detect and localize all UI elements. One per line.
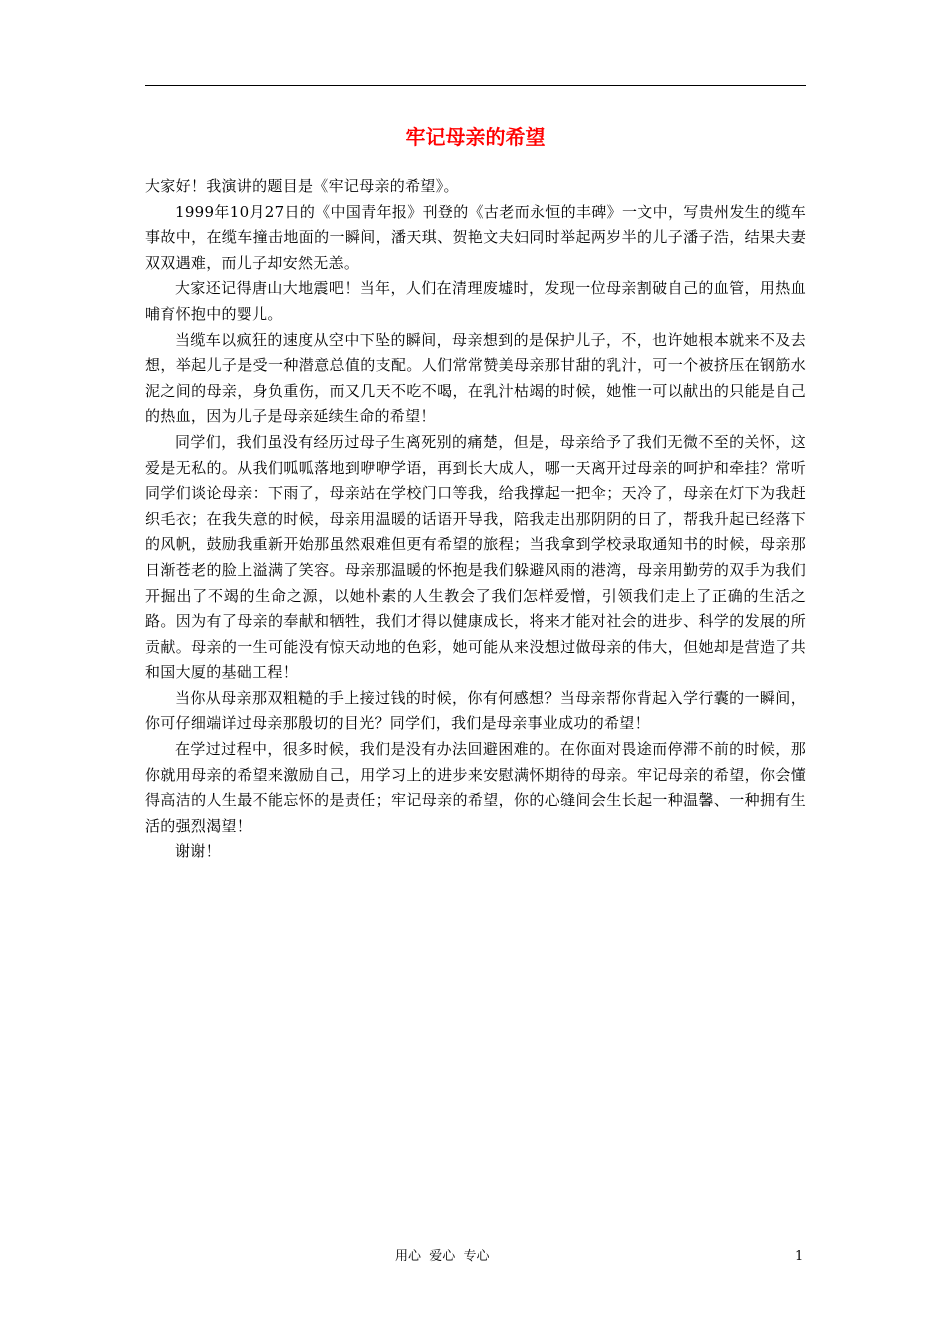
paragraph-tangshan-earthquake: 大家还记得唐山大地震吧！当年，人们在清理废墟时，发现一位母亲割破自己的血管，用热血哺育怀抱中的婴儿。: [145, 279, 806, 323]
paragraph-remember-hope: 在学过过程中，很多时候，我们是没有办法回避困难的。在你面对畏途而停滞不前的时候，那你就用母亲的希望来激励自己，用学习上的进步来安慰满怀期待的母亲。牢记母亲的希望，你会懂得高洁的人生最不能忘怀的是责任；牢记母亲的希望，你的心缝间会生长起一种温馨、一种拥有生活的强烈渴望！: [145, 740, 806, 835]
document-body: [145, 174, 806, 865]
paragraph-cable-car-accident: 1999年10月27日的《中国青年报》刊登的《古老而永恒的丰碑》一文中，写贵州发生的缆车事故中，在缆车撞击地面的一瞬间，潘天琪、贺艳文夫妇同时举起两岁半的儿子潘子浩，结果夫妻双双遇难，而儿子却安然无恙。: [145, 202, 806, 272]
paragraph-mother-care: 同学们，我们虽没有经历过母子生离死别的痛楚，但是，母亲给予了我们无微不至的关怀，这爱是无私的。从我们呱呱落地到咿咿学语，再到长大成人，哪一天离开过母亲的呵护和牵挂？常听同学们谈论母亲：下雨了，母亲站在学校门口等我，给我撑起一把伞；天冷了，母亲在灯下为我赶织毛衣；在我失意的时候，母亲用温暖的话语开导我，陪我走出那阴阴的日了，帮我升起已经落下的风帆，鼓励我重新开始那虽然艰难但更有希望的旅程；当我拿到学校录取通知书的时候，母亲那日渐苍老的脸上溢满了笑容。母亲那温暖的怀抱是我们躲避风雨的港湾，母亲用勤劳的双手为我们开掘出了不竭的生命之源，以她朴素的人生教会了我们怎样爱憎，引领我们走上了正确的生活之路。因为有了母亲的奉献和牺牲，我们才得以健康成长，将来才能对社会的进步、科学的发展的所贡献。母亲的一生可能没有惊天动地的色彩，她可能从来没想过做母亲的伟大，但她却是营造了共和国大厦的基础工程！: [145, 432, 806, 682]
footer-motto: 用心 爱心 专心: [395, 1249, 490, 1264]
paragraph-greeting: 大家好！我演讲的题目是《牢记母亲的希望》。: [145, 177, 459, 195]
paragraph-thanks: 谢谢！: [175, 842, 221, 861]
header-rule: [145, 85, 806, 86]
document-title: 牢记母亲的希望: [405, 125, 546, 149]
paragraph-mother-instinct: 当缆车以疯狂的速度从空中下坠的瞬间，母亲想到的是保护儿子，不，也许她根本就来不及去想，举起儿子是受一种潜意总值的支配。人们常常赞美母亲那甘甜的乳汁，可一个被挤压在钢筋水泥之间的母亲，身负重伤，而又几天不吃不喝，在乳汁枯竭的时候，她惟一可以献出的只能是自己的热血，因为儿子是母亲延续生命的希望！: [145, 330, 806, 426]
paragraph-mother-hope: 当你从母亲那双粗糙的手上接过钱的时候，你有何感想？当母亲帮你背起入学行囊的一瞬间，你可仔细端详过母亲那殷切的目光？同学们，我们是母亲事业成功的希望！: [145, 688, 806, 733]
page-number: 1: [795, 1249, 804, 1264]
